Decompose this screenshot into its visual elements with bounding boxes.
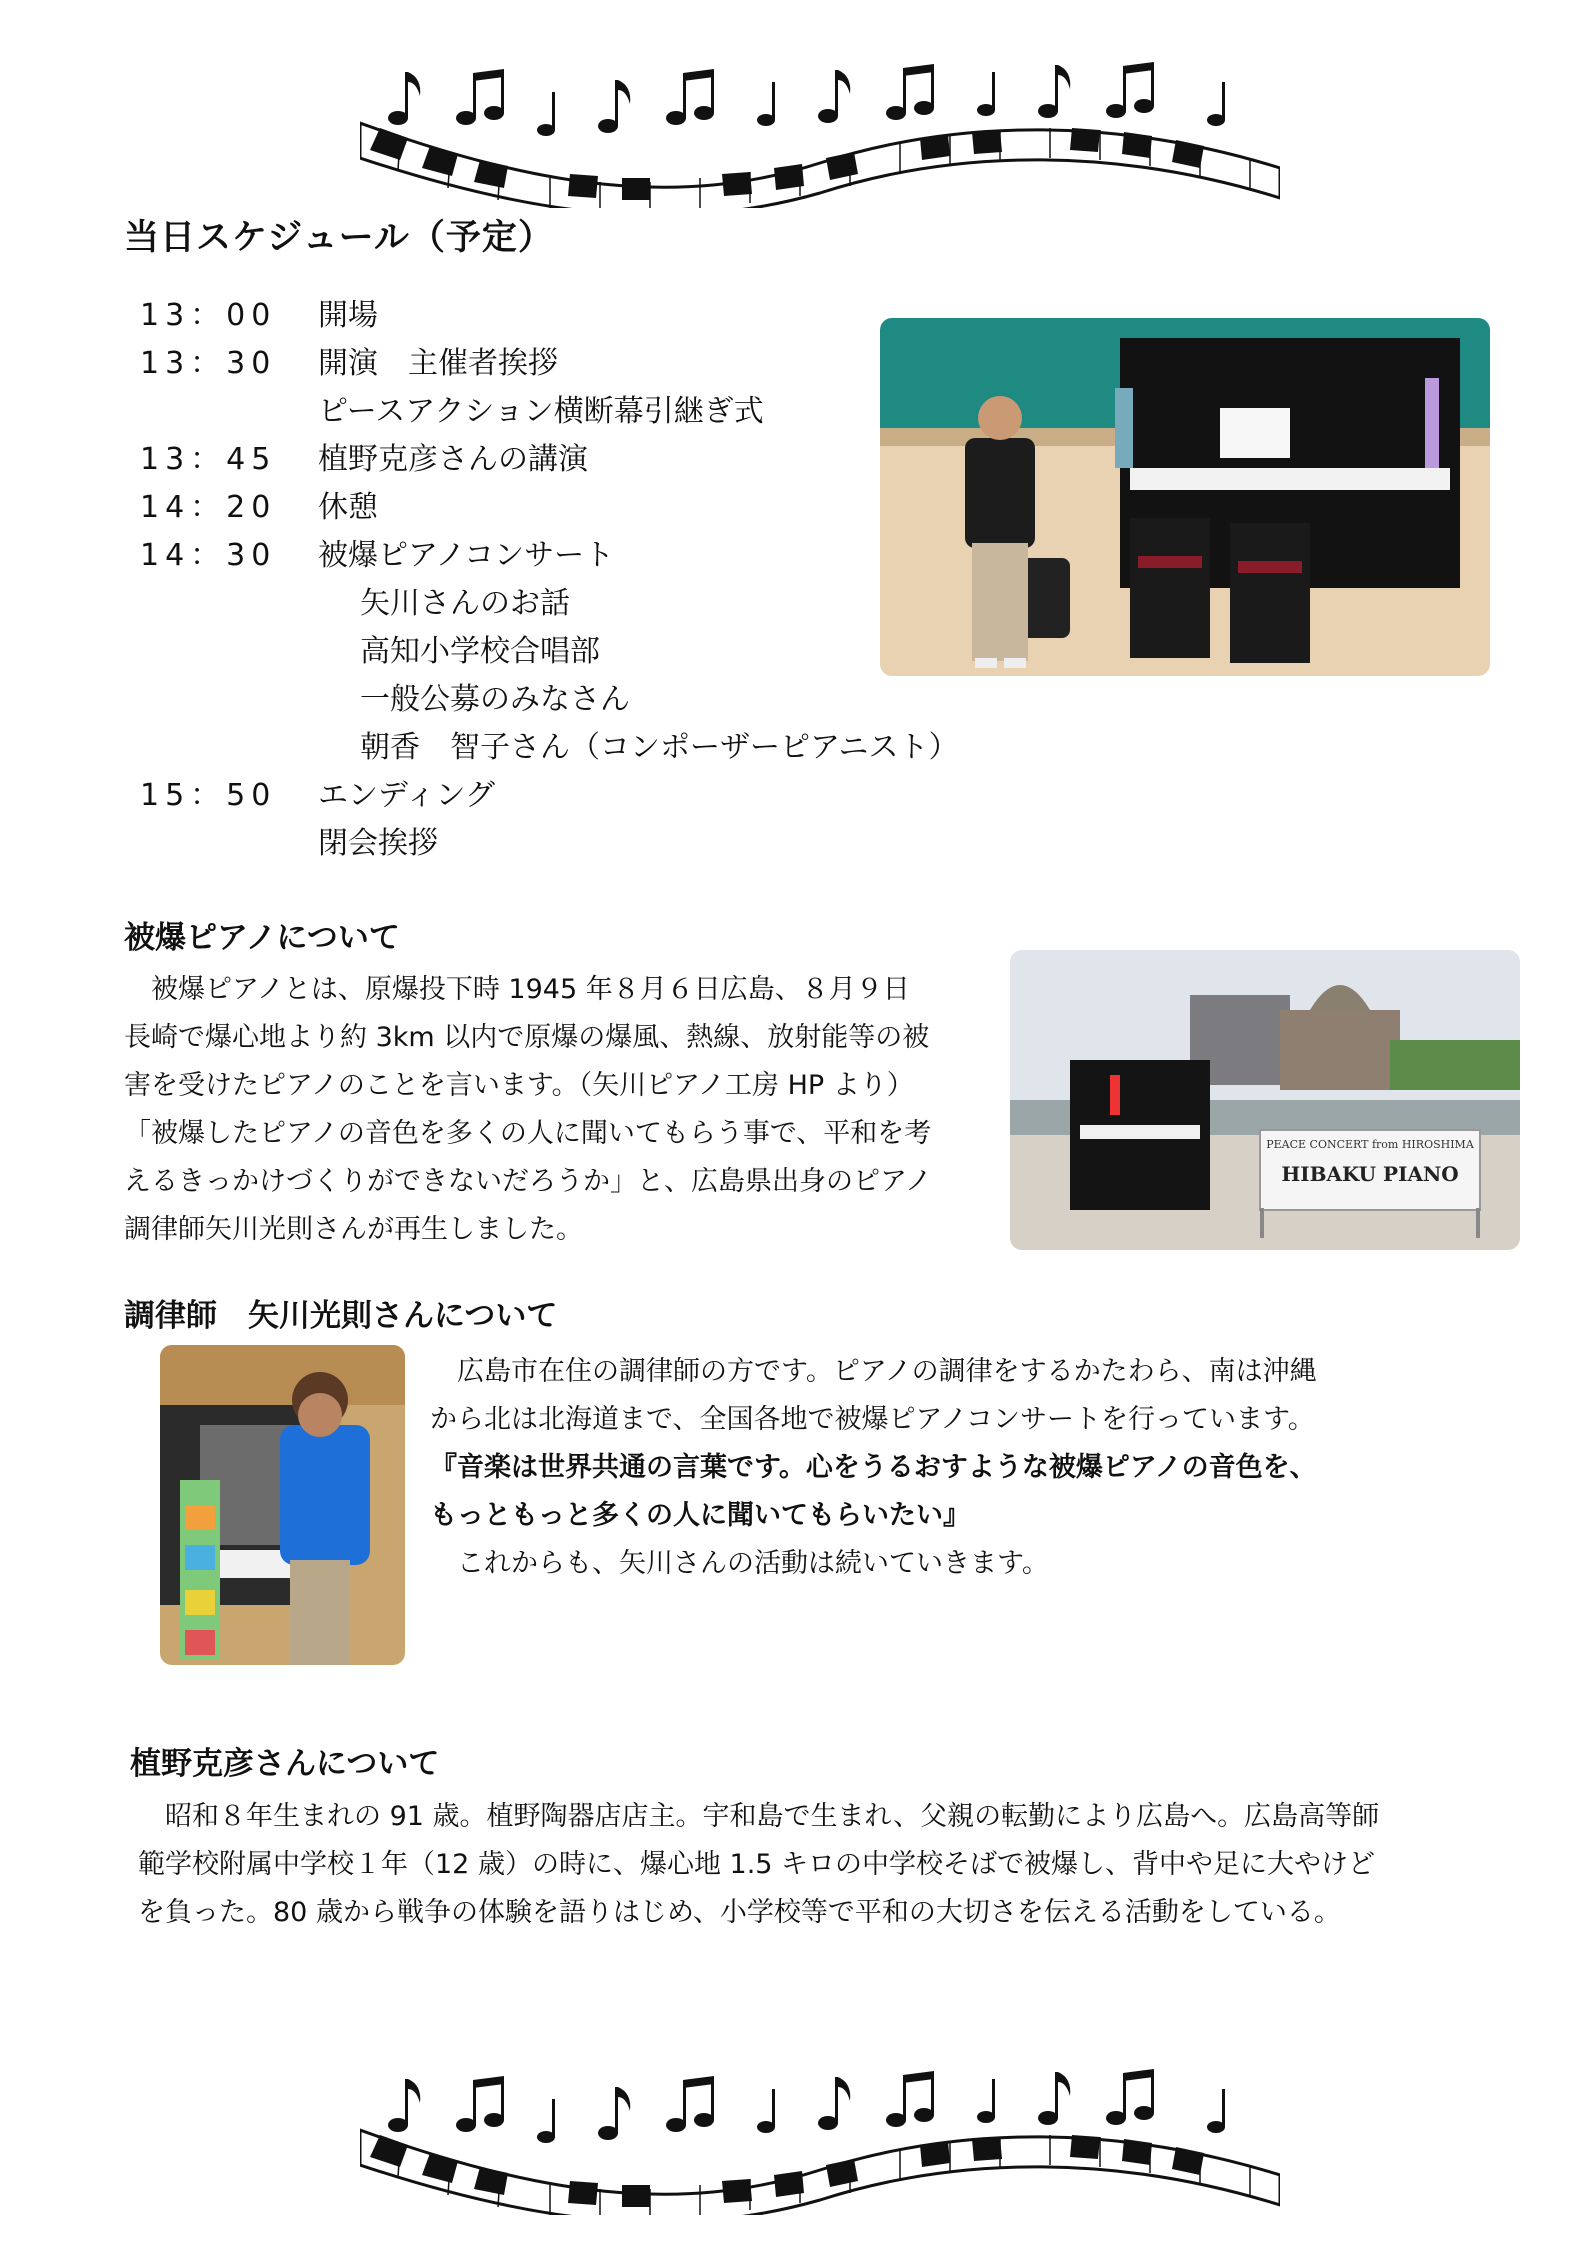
- paragraph-line: から北は北海道まで、全国各地で被爆ピアノコンサートを行っています。: [430, 1404, 1315, 1435]
- paragraph-line: 調律師矢川光則さんが再生しました。: [124, 1214, 583, 1245]
- photo-speaker-with-piano: [880, 318, 1490, 676]
- paragraph-line: 「被爆したピアノの音色を多くの人に聞いてもらう事で、平和を考: [124, 1118, 932, 1149]
- schedule-time: 14：20: [140, 490, 277, 525]
- piano-keys-notes-graphic: [360, 2055, 1280, 2215]
- paragraph-line: 害を受けたピアノのことを言います。（矢川ピアノ工房 HP より）: [124, 1070, 914, 1101]
- paragraph-line: 被爆ピアノとは、原爆投下時 1945 年８月６日広島、８月９日: [124, 974, 910, 1005]
- schedule-sub-item: 矢川さんのお話: [360, 586, 570, 621]
- hibaku-piano-description: [124, 966, 932, 1254]
- schedule-desc: 開場: [318, 298, 378, 333]
- section-heading-ueno: 植野克彦さんについて: [130, 1746, 440, 1782]
- paragraph-line: 長崎で爆心地より約 3km 以内で原爆の爆風、熱線、放射能等の被: [124, 1022, 930, 1053]
- sign-large-text: HIBAKU PIANO: [1281, 1162, 1459, 1186]
- schedule-desc: 被爆ピアノコンサート: [318, 538, 615, 573]
- quote-line: 『音楽は世界共通の言葉です。心をうるおすような被爆ピアノの音色を、: [430, 1452, 1317, 1483]
- schedule-desc: エンディング: [318, 778, 495, 813]
- paragraph-line: 昭和８年生まれの 91 歳。植野陶器店店主。宇和島で生まれ、父親の転勤により広島へ。広島高等師: [138, 1801, 1380, 1832]
- sign-small-text: PEACE CONCERT from HIROSHIMA: [1266, 1138, 1474, 1151]
- ueno-description: [138, 1793, 1379, 1937]
- schedule-desc: 植野克彦さんの講演: [318, 442, 588, 477]
- schedule-time: 13：00: [140, 298, 277, 333]
- schedule-title: 当日スケジュール（予定）: [124, 218, 554, 258]
- yagawa-description: [430, 1348, 1317, 1588]
- schedule-desc: 休憩: [318, 490, 378, 525]
- paragraph-line: えるきっかけづくりができないだろうか」と、広島県出身のピアノ: [124, 1166, 932, 1197]
- schedule-sub-item: 高知小学校合唱部: [360, 634, 600, 669]
- paragraph-line: これからも、矢川さんの活動は続いていきます。: [430, 1548, 1049, 1579]
- photo-tuner-yagawa: [160, 1345, 405, 1665]
- paragraph-line: 範学校附属中学校１年（12 歳）の時に、爆心地 1.5 キロの中学校そばで被爆し、背中や足に大やけど: [138, 1849, 1376, 1880]
- paragraph-line: 広島市在住の調律師の方です。ピアノの調律をするかたわら、南は沖縄: [430, 1356, 1317, 1387]
- schedule-desc: 閉会挨拶: [318, 826, 438, 861]
- photo-hibaku-piano-dome: [1010, 950, 1520, 1250]
- section-heading-yagawa: 調律師 矢川光則さんについて: [124, 1298, 558, 1334]
- schedule-desc: ピースアクション横断幕引継ぎ式: [318, 394, 764, 429]
- schedule-sub-item: 一般公募のみなさん: [360, 682, 630, 717]
- schedule-time: 14：30: [140, 538, 277, 573]
- schedule-time: 15：50: [140, 778, 277, 813]
- schedule-desc: 開演 主催者挨拶: [318, 346, 558, 381]
- paragraph-line: を負った。80 歳から戦争の体験を語りはじめ、小学校等で平和の大切さを伝える活動をしている。: [138, 1897, 1341, 1928]
- music-note-icons: [388, 2069, 1225, 2143]
- bottom-piano-banner: [360, 2055, 1280, 2215]
- music-note-icons: [388, 62, 1225, 136]
- quote-line: もっともっと多くの人に聞いてもらいたい』: [430, 1500, 970, 1531]
- top-piano-banner: [360, 48, 1280, 208]
- piano-keys-notes-graphic: [360, 48, 1280, 208]
- schedule-time: 13：45: [140, 442, 277, 477]
- schedule-time: 13：30: [140, 346, 277, 381]
- section-heading-hibaku-piano: 被爆ピアノについて: [124, 920, 400, 956]
- schedule-sub-item: 朝香 智子さん（コンポーザーピアニスト）: [360, 730, 959, 765]
